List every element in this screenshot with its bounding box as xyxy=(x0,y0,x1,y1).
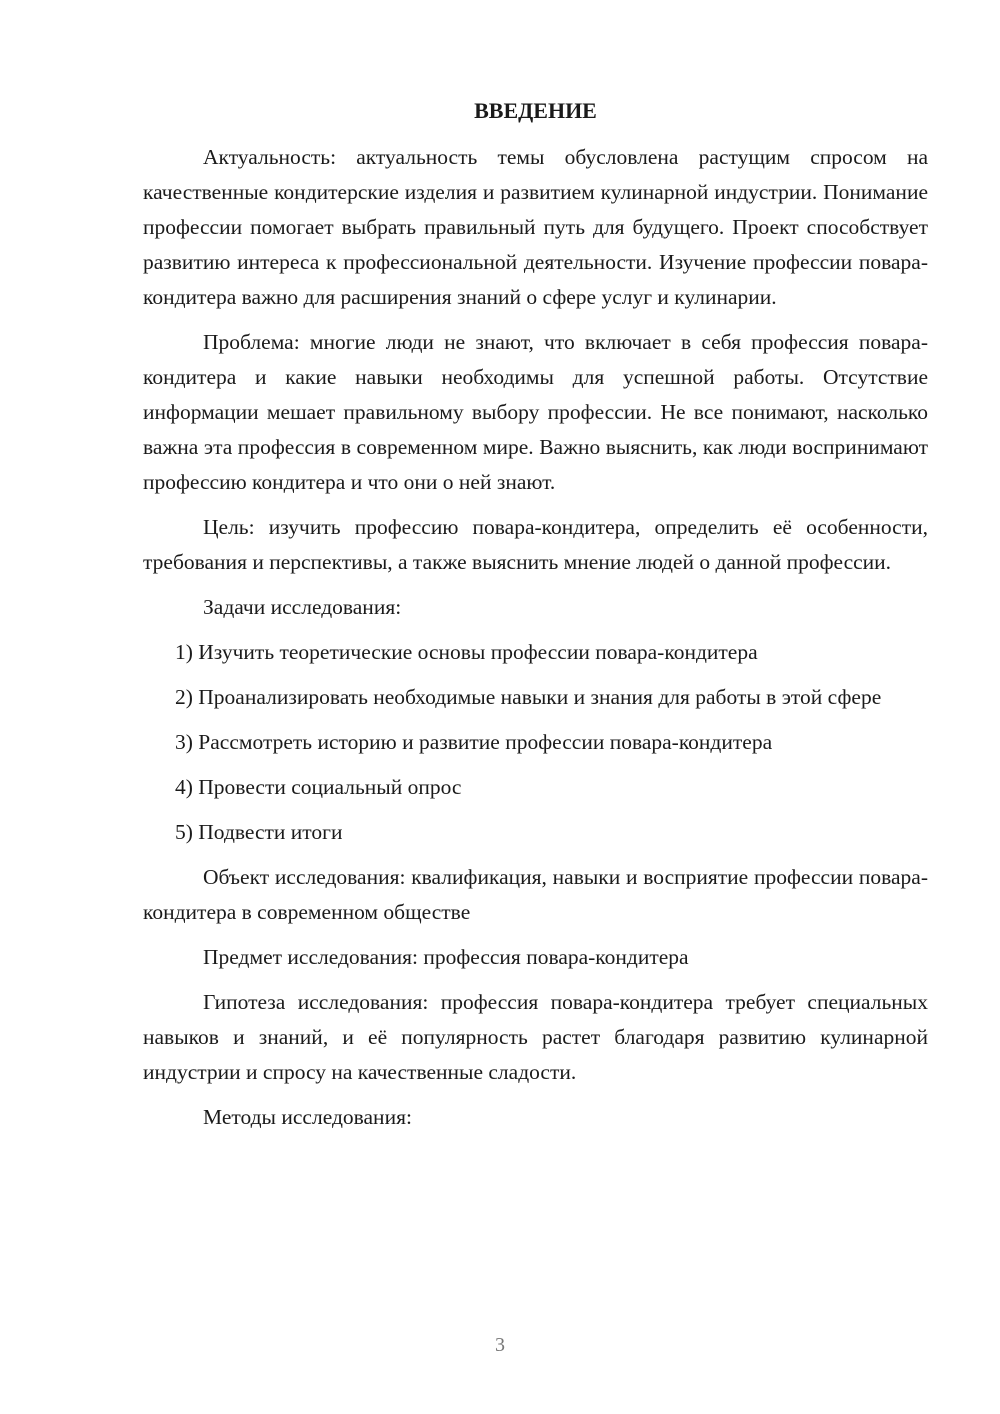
page-content xyxy=(143,96,928,1145)
methods-title: Методы исследования: xyxy=(203,1105,412,1129)
problem-paragraph: Проблема: многие люди не знают, что включает в себя профессия повара-кондитера и какие навыки необходимы для успешной работы. Отсутствие информации мешает правильному выбору профессии. Не все понимают, насколько важна эта профессия в современном мире. Важно выяснить, как люди воспринимают профессию кондитера и что они о ней знают. xyxy=(143,330,928,494)
task-item-5: 5) Подвести итоги xyxy=(175,820,343,844)
page-title: ВВЕДЕНИЕ xyxy=(474,98,597,123)
hypothesis-paragraph: Гипотеза исследования: профессия повара-кондитера требует специальных навыков и знаний, и её популярность растет благодаря развитию кулинарной индустрии и спросу на качественные сладости. xyxy=(143,990,928,1084)
task-item-2: 2) Проанализировать необходимые навыки и знания для работы в этой сфере xyxy=(175,685,882,709)
goal-paragraph: Цель: изучить профессию повара-кондитера, определить её особенности, требования и перспективы, а также выяснить мнение людей о данной профессии. xyxy=(143,515,928,574)
object-paragraph: Объект исследования: квалификация, навыки и восприятие профессии повара-кондитера в современном обществе xyxy=(143,865,928,924)
task-item-4: 4) Провести социальный опрос xyxy=(175,775,462,799)
page-number: 3 xyxy=(495,1334,505,1356)
tasks-title: Задачи исследования: xyxy=(203,595,402,619)
task-item-3: 3) Рассмотреть историю и развитие профессии повара-кондитера xyxy=(175,730,773,754)
task-item-1: 1) Изучить теоретические основы профессии повара-кондитера xyxy=(175,640,758,664)
subject-paragraph: Предмет исследования: профессия повара-кондитера xyxy=(203,945,689,969)
relevance-paragraph: Актуальность: актуальность темы обусловлена растущим спросом на качественные кондитерские изделия и развитием кулинарной индустрии. Понимание профессии помогает выбрать правильный путь для будущего. Проект способствует развитию интереса к профессиональной деятельности. Изучение профессии повара-кондитера важно для расширения знаний о сфере услуг и кулинарии. xyxy=(143,145,928,309)
